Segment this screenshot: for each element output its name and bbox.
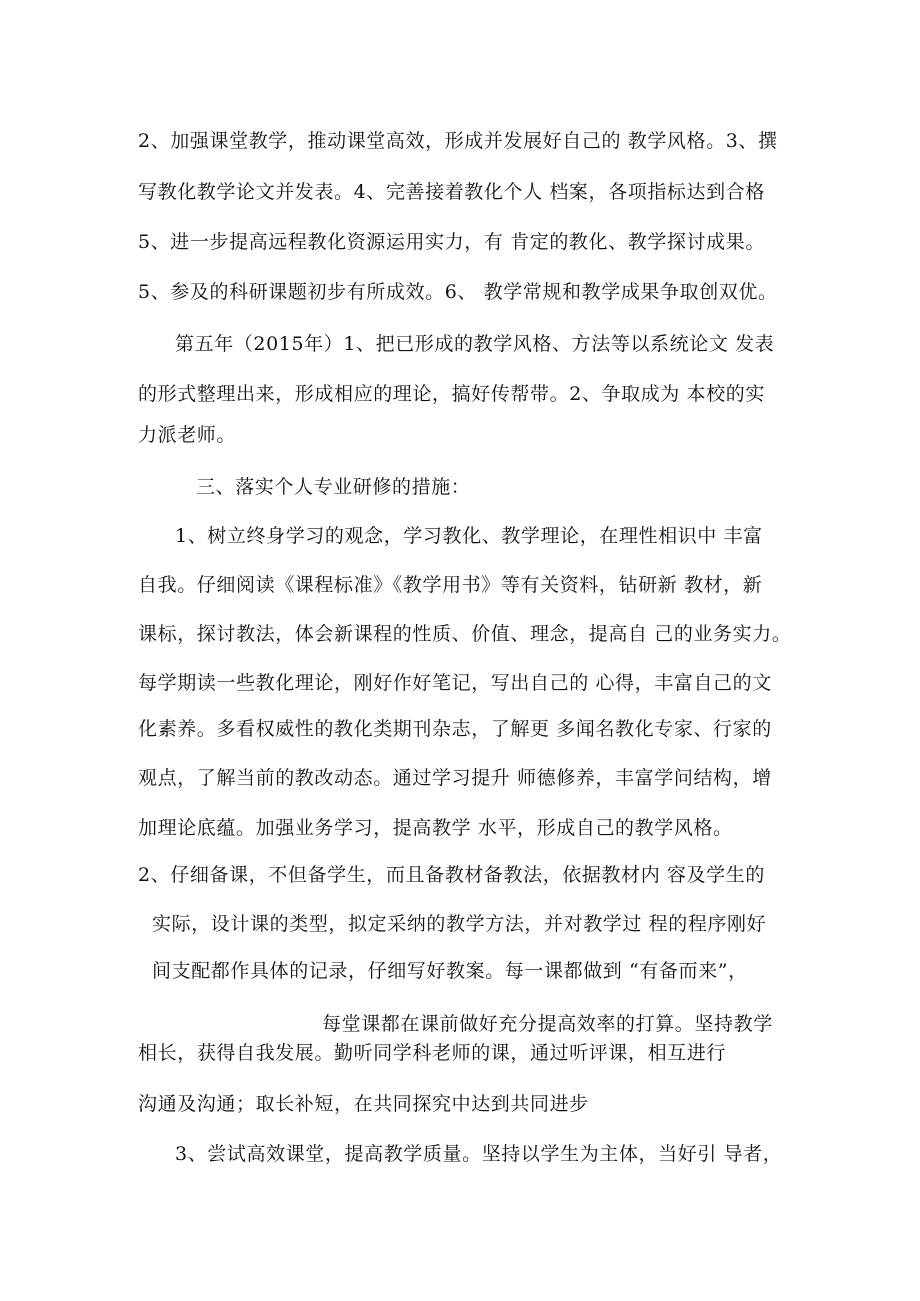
text-line: 课标，探讨教法，体会新课程的性质、价值、理念，提高自 己的业务实力。 xyxy=(138,623,792,645)
text-line: 5、进一步提高远程教化资源运用实力，有 肯定的教化、教学探讨成果。 xyxy=(138,231,765,253)
text-line: 每堂课都在课前做好充分提高效率的打算。坚持教学 xyxy=(322,1013,773,1035)
text-line: 化素养。多看权威性的教化类期刊杂志，了解更 多闻名教化专家、行家的 xyxy=(138,718,772,740)
text-line: 间支配都作具体的记录，仔细写好教案。每一课都做到 “有备而来”， xyxy=(152,960,748,982)
text-line: 力派老师。 xyxy=(138,424,237,446)
text-line: 1、树立终身学习的观念，学习教化、教学理论，在理性相识中 丰富 xyxy=(175,525,763,547)
text-line: 3、尝试高效课堂，提高教学质量。坚持以学生为主体，当好引 导者， xyxy=(175,1143,783,1165)
text-line: 的形式整理出来，形成相应的理论，搞好传帮带。2、争取成为 本校的实 xyxy=(138,383,765,405)
text-line: 5、参及的科研课题初步有所成效。6、 教学常规和教学成果争取创双优。 xyxy=(138,281,778,303)
text-line: 观点，了解当前的教改动态。通过学习提升 师德修养，丰富学问结构，增 xyxy=(138,767,772,789)
text-line: 2、仔细备课，不但备学生，而且备教材备教法，依据教材内 容及学生的 xyxy=(138,864,765,886)
text-line: 每学期读一些教化理论，刚好作好笔记，写出自己的 心得，丰富自己的文 xyxy=(138,672,772,694)
section-heading: 三、落实个人专业研修的措施： xyxy=(196,476,471,498)
text-line: 沟通及沟通；取长补短，在共同探究中达到共同进步 xyxy=(138,1093,589,1115)
text-line: 实际，设计课的类型，拟定采纳的教学方法，并对教学过 程的程序刚好 xyxy=(152,913,767,935)
text-line: 自我。仔细阅读《课程标准》《教学用书》等有关资料，钻研新 教材，新 xyxy=(138,574,763,596)
text-line: 加理论底蕴。加强业务学习，提高教学 水平，形成自己的教学风格。 xyxy=(138,817,733,839)
text-line: 写教化教学论文并发表。4、完善接着教化个人 档案，各项指标达到合格 xyxy=(138,181,765,203)
text-line: 2、加强课堂教学，推动课堂高效，形成并发展好自己的 教学风格。3、撰 xyxy=(138,130,778,152)
text-line: 相长，获得自我发展。勤听同学科老师的课，通过听评课，相互进行 xyxy=(138,1042,727,1064)
text-line: 第五年（2015年）1、把已形成的教学风格、方法等以系统论文 发表 xyxy=(175,333,775,355)
